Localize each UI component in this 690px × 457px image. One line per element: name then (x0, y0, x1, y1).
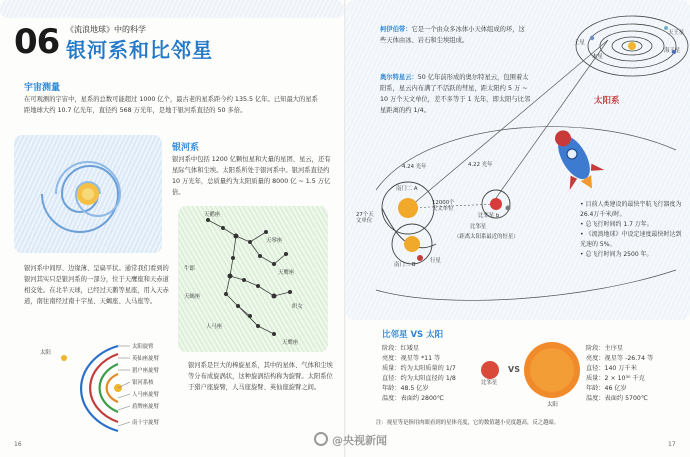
proxima-fact: 质量：约为太阳质量的 1/7 (382, 365, 456, 372)
sun-label: 太阳 (40, 350, 51, 356)
arm-legend-item: 人马座旋臂 (132, 392, 159, 398)
right-page (332, 0, 690, 457)
constellation-lines (178, 206, 328, 352)
chapter-title: 银河系和比邻星 (66, 38, 213, 62)
proxima-name: 比邻星 (481, 380, 498, 386)
arm-legend-item: 英仙座旋臂 (132, 356, 159, 362)
star-label: 南门二 A (396, 186, 418, 192)
sun-name: 太阳 (547, 402, 558, 408)
top-wash (0, 0, 344, 18)
chapter-number: 06 (14, 22, 60, 62)
proxima-bracket-note: （距离太阳系最近的恒星） (454, 234, 519, 240)
proxima-fact: 阶段：红矮星 (382, 345, 420, 352)
solar-note: • 目前人类建设的最快宇航飞行器度为26.4万千米/时。 (580, 201, 682, 218)
proxima-fact: 直径：约为太阳直径的 1/8 (382, 375, 456, 382)
planet-label: 木星 (592, 54, 603, 60)
sun-fact: 年龄：46 亿岁 (586, 385, 627, 392)
orbit-distance-note: 12000个天文单位 (432, 200, 455, 212)
star-map (178, 206, 328, 352)
planet-label: 土星 (574, 40, 585, 46)
constellation-label: 天鹰座 (278, 270, 295, 276)
sun-facts (586, 344, 653, 404)
watermark-logo-icon (314, 432, 328, 446)
constellation-label: 人马座 (206, 324, 223, 330)
solar-note: • 总飞行时间约 1.7 万年。 (580, 221, 653, 228)
constellation-label: 天鹅座 (204, 212, 221, 218)
chapter-subtitle: 《流浪地球》中的科学 (66, 25, 146, 34)
size-comparison (474, 340, 584, 410)
page-number-left: 16 (14, 441, 22, 448)
constellation-label: 天蝎座 (184, 294, 201, 300)
footnote: 注：视星等是指用肉眼看到的星体亮度，它的数值越小亮度越高，反之越暗。 (376, 420, 560, 426)
star-label: 比邻星 (470, 224, 487, 230)
arm-legend-item: 盾牌座旋臂 (132, 404, 159, 410)
distance-label: 4.22 光年 (468, 162, 493, 168)
star-label: 南门二 B (394, 262, 416, 268)
proxima-fact: 年龄：48.5 亿岁 (382, 385, 429, 392)
kuiper-label: 柯伊伯带： (380, 26, 412, 33)
compare-title: 比邻星 VS 太阳 (382, 330, 444, 340)
proxima-fact: 亮度：视星等 *11 等 (382, 355, 441, 362)
oort-text: 50 亿年前形成的奥尔特星云，包围着太阳系，星云内布满了不活跃的彗星，距太阳约 5 万 ~ 10 万个天文单位，差不多等于 1 光年，即太阳与比邻星距离的约 1/4。 (380, 74, 531, 114)
galaxy-illustration (14, 135, 162, 253)
solar-system-notes (580, 200, 686, 260)
universe-paragraph: 在可观测的宇宙中，星系的总数可能超过 1000 亿个，最古老的星系距今约 135.5 亿年。已知最大的星系距地球大约 10.7 亿光年，直径约 568 万光年，是地于银河系直径的 50 多倍。 (24, 96, 318, 114)
shape-paragraph: 银河系中间厚、边缘薄、呈扁平状。通常我们看到的银河其实只是银河系的一部分，位于天鹰座和天赤道相交处。在北半天球，已经过天鹅等星座，用入天赤道，南往南经过南十字星、天蝎座、人马座等。 (24, 265, 169, 305)
left-page (0, 0, 344, 457)
proxima-facts (382, 344, 456, 404)
sun-fact: 阶段：主序星 (586, 345, 624, 352)
arm-legend-item: 银河系核 (132, 380, 154, 386)
universe-heading: 宇宙测量 (24, 83, 61, 93)
constellation-label: 织女 (292, 304, 303, 310)
solar-note: • 《流浪地球》中设定速度最快时达到光速的 5%。 (580, 231, 682, 248)
milky-way-paragraph: 银河系中包括 1200 亿颗恒星和大量的星团、星云，还有星际气体和尘埃。太阳系所处于银河系中。银河系直径约 10 万光年，总质量约为太阳质量的 8000 亿 ~ 1.5 万亿倍。 (172, 156, 331, 196)
oort-label: 奥尔特星云： (380, 74, 418, 81)
sun-fact: 亮度：视星等 -26.74 等 (586, 355, 654, 362)
milky-way-heading: 银河系 (172, 143, 200, 153)
spiral-paragraph: 银河系是巨大的棒旋星系，其中的星体、气体和尘埃等分布成旋涡状，这种旋涡结构称为旋臂。太阳系位于猎户座旋臂，人马座旋臂、英仙座旋臂之间。 (188, 362, 333, 391)
constellation-label: 天琴座 (266, 238, 283, 244)
arm-legend-item: 南十字旋臂 (132, 420, 159, 426)
page-number-right: 17 (668, 441, 676, 448)
planet-label: 海王星 (664, 48, 681, 54)
vs-label: VS (508, 365, 520, 374)
constellation-label: 天鹰座 (282, 340, 299, 346)
sun-fact: 质量：2 × 10³⁰ 千克 (586, 375, 645, 382)
spiral-arms-diagram (18, 336, 178, 436)
watermark-text: @央视新闻 (332, 434, 387, 447)
star-label: 比邻星 b (478, 213, 500, 219)
solar-system-title: 太阳系 (594, 96, 620, 106)
constellation-label: 牛郎 (184, 266, 195, 272)
galaxy-icon (14, 135, 162, 253)
orbit-small-note: 27个天文单位 (356, 212, 374, 224)
proxima-fact: 温度：表面约 2800℃ (382, 395, 444, 402)
kuiper-text: 它是一个由众多冰体小天体组成的环，这些天体由冰、岩石和尘埃组成。 (380, 26, 525, 44)
arm-legend-item: 太阳旋臂 (132, 344, 154, 350)
solar-note: • 总飞行时间为 2500 年。 (580, 251, 653, 258)
sun-fact: 温度：表面约 5700℃ (586, 395, 648, 402)
star-label: 行星 (430, 258, 441, 264)
planet-label: 天王星 (668, 30, 685, 36)
sun-fact: 直径：140 万千米 (586, 365, 637, 372)
distance-label: 4.24 光年 (402, 164, 427, 170)
arm-legend-item: 猎户座旋臂 (132, 368, 159, 374)
